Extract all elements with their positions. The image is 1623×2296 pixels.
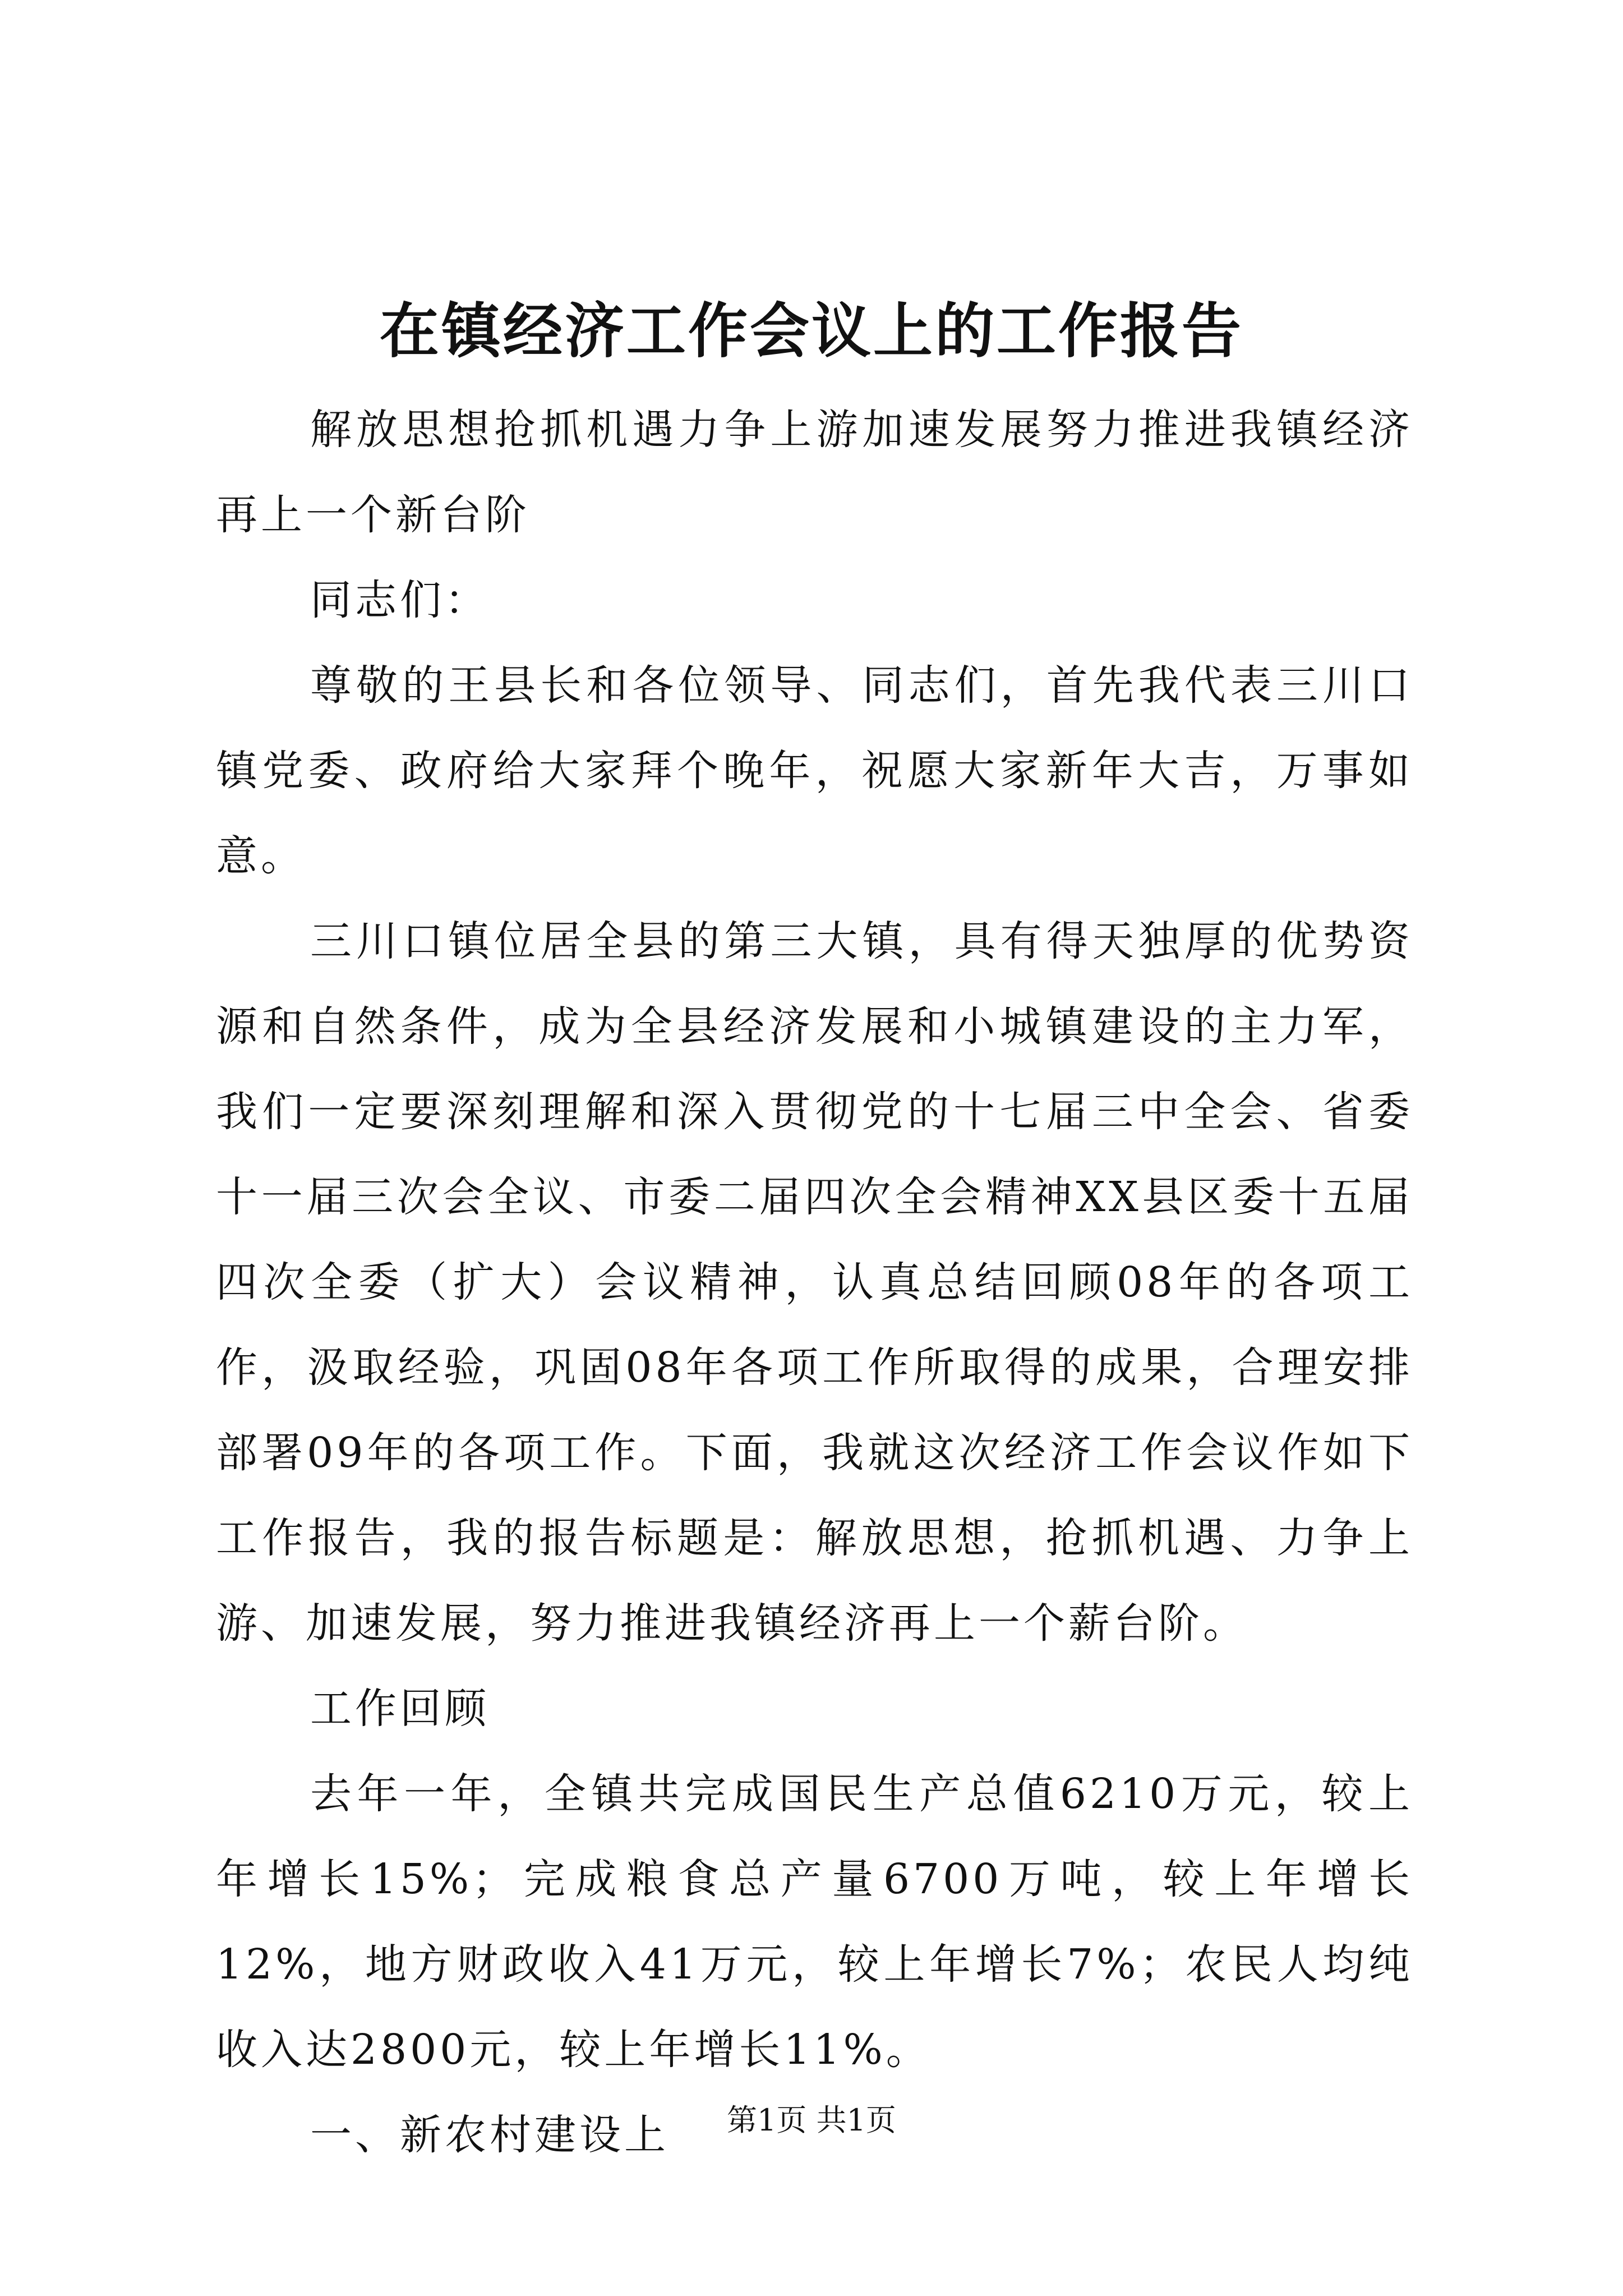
greeting-paragraph: 尊敬的王县长和各位领导、同志们，首先我代表三川口镇党委、政府给大家拜个晚年，祝愿大家新年大吉，万事如意。 xyxy=(216,661,1413,880)
subtitle-paragraph: 解放思想抢抓机遇力争上游加速发展努力推进我镇经济再上一个新台阶 xyxy=(216,406,1413,539)
page-footer: 第1页 共1页 xyxy=(727,2102,896,2138)
statistics-paragraph: 去年一年，全镇共完成国民生产总值6210万元，较上年增长15%；完成粮食总产量6700万吨，较上年增长12%，地方财政收入41万元，较上年增长7%；农民人均纯收入达2800元，较上年增长11%。 xyxy=(216,1770,1413,2074)
document-title: 在镇经济工作会议上的工作报告 xyxy=(380,296,1243,366)
section-heading-work-review: 工作回顾 xyxy=(310,1685,490,1733)
salutation-paragraph: 同志们： xyxy=(310,576,490,624)
section-heading-new-countryside: 一、新农村建设上 xyxy=(310,2111,669,2159)
document-body xyxy=(216,387,1413,2178)
introduction-paragraph: 三川口镇位居全县的第三大镇，具有得天独厚的优势资源和自然条件，成为全县经济发展和小城镇建设的主力军，我们一定要深刻理解和深入贯彻党的十七届三中全会、省委十一届三次会全议、市委二届四次全会精神XX县区委十五届四次全委（扩大）会议精神，认真总结回顾08年的各项工作，汲取经验，巩固08年各项工作所取得的成果，合理安排部署09年的各项工作。下面，我就这次经济工作会议作如下工作报告，我的报告标题是：解放思想，抢抓机遇、力争上游、加速发展，努力推进我镇经济再上一个薪台阶。 xyxy=(216,917,1413,1648)
